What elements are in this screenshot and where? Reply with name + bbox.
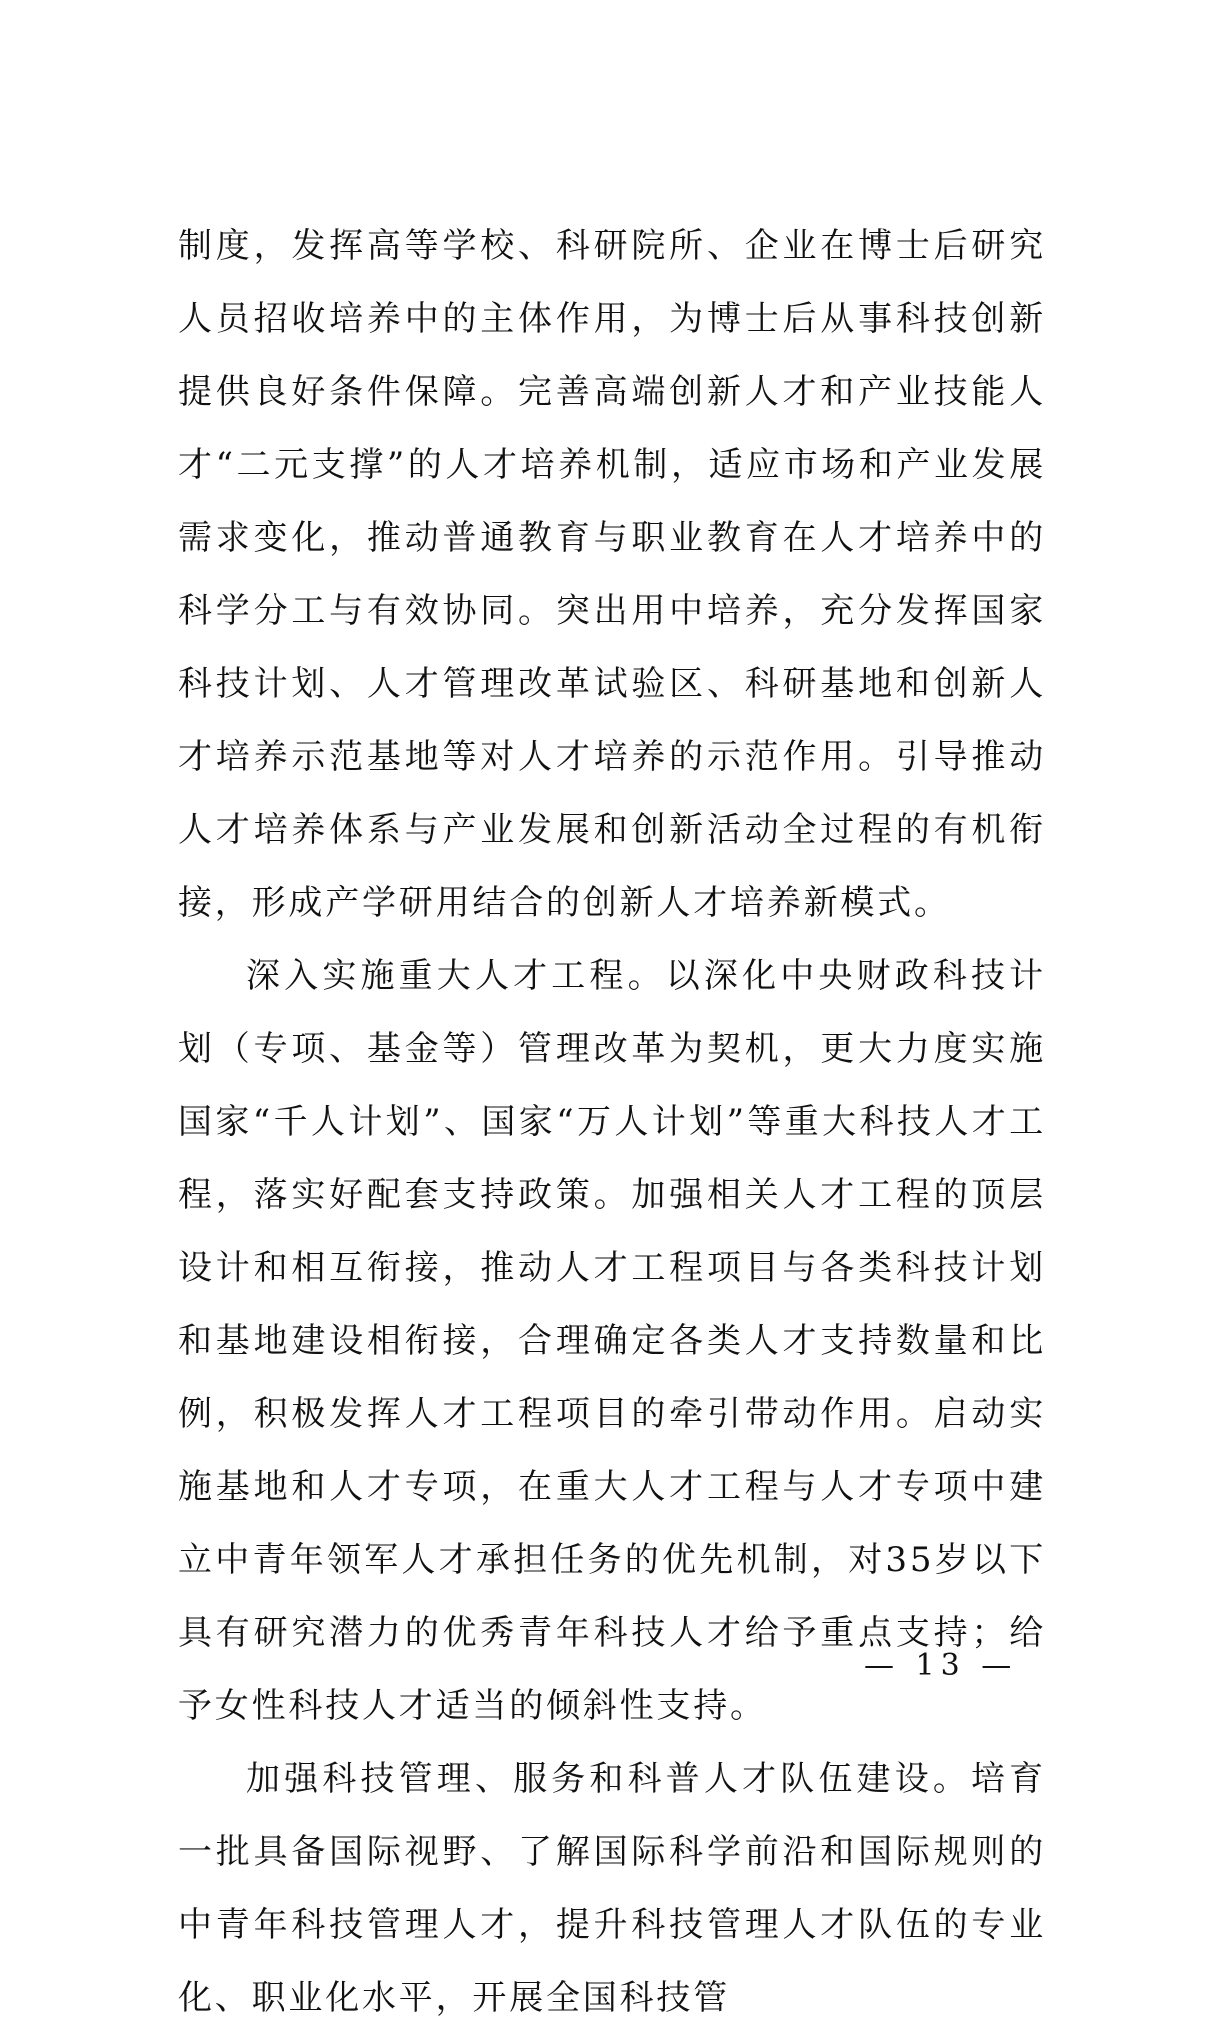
page-number: — 13 — — [864, 1648, 1018, 1683]
paragraph-continued: 制度，发挥高等学校、科研院所、企业在博士后研究人员招收培养中的主体作用，为博士后从事科技创新提供良好条件保障。完善高端创新人才和产业技能人才“二元支撑”的人才培养机制，适应市场和产业发展需求变化，推动普通教育与职业教育在人才培养中的科学分工与有效协同。突出用中培养，充分发挥国家科技计划、人才管理改革试验区、科研基地和创新人才培养示范基地等对人才培养的示范作用。引导推动人才培养体系与产业发展和创新活动全过程的有机衔接，形成产学研用结合的创新人才培养新模式。 — [178, 226, 1046, 923]
paragraph-talent-projects: 深入实施重大人才工程。以深化中央财政科技计划（专项、基金等）管理改革为契机，更大力度实施国家“千人计划”、国家“万人计划”等重大科技人才工程，落实好配套支持政策。加强相关人才工程的顶层设计和相互衔接，推动人才工程项目与各类科技计划和基地建设相衔接，合理确定各类人才支持数量和比例，积极发挥人才工程项目的牵引带动作用。启动实施基地和人才专项，在重大人才工程与人才专项中建立中青年领军人才承担任务的优先机制，对35岁以下具有研究潜力的优秀青年科技人才给予重点支持；给予女性科技人才适当的倾斜性支持。 — [178, 956, 1046, 1726]
paragraph-management-talent: 加强科技管理、服务和科普人才队伍建设。培育一批具备国际视野、了解国际科学前沿和国际规则的中青年科技管理人才，提升科技管理人才队伍的专业化、职业化水平，开展全国科技管 — [178, 1759, 1046, 2018]
body-text — [178, 210, 1046, 2035]
